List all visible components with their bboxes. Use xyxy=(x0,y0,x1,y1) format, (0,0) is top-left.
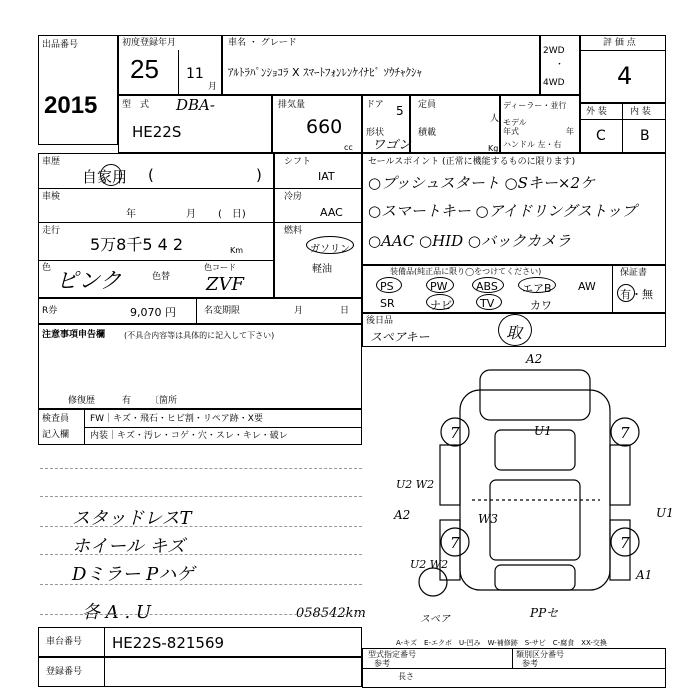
mark-u1-right: U1 xyxy=(656,506,674,520)
dealer-label: ディーラー・並行 xyxy=(503,101,567,110)
class-label: 類別区分番号 xyxy=(516,650,564,659)
r-divider xyxy=(196,298,197,324)
fw-row: FW｜キズ・飛石・ヒビ割・リペア跡・X要 xyxy=(90,414,263,424)
inspector-mid xyxy=(84,427,362,428)
km-unit: Km xyxy=(230,246,244,255)
equip-aw: AW xyxy=(578,280,596,293)
rear-seat-label: 後日品 xyxy=(366,316,394,326)
reg-divider-2 xyxy=(104,657,105,687)
tv-circle xyxy=(476,294,502,310)
lot-number: 2015 xyxy=(44,92,98,119)
inspection-month: 月 xyxy=(186,209,196,220)
mark-a2-top: A2 xyxy=(526,352,543,366)
r-ticket-row xyxy=(38,298,362,324)
hw-line-2: ホイール キズ xyxy=(72,536,186,557)
vehicle-name: ｱﾙﾄﾗﾊﾟﾝｼｮｺﾗ X ｽﾏｰﾄﾌｫﾝﾚﾝｹｲﾅﾋﾞ ｿｳﾁｬｸｼｬ xyxy=(228,66,423,79)
color-value: ピンク xyxy=(56,269,122,294)
tire-mark-4: 7 xyxy=(620,534,630,552)
sales-line-2: ○スマートキー ○アイドリングストップ xyxy=(368,202,637,220)
mark-u2w2-left-1: U2 W2 xyxy=(396,478,435,491)
hw-mileage-note: 058542km xyxy=(296,606,366,621)
r-label: R券 xyxy=(42,306,58,316)
rear-seat-value: スペアキー xyxy=(370,330,430,344)
warranty-label: 保証書 xyxy=(620,268,648,278)
model-label: モデル xyxy=(503,118,527,127)
score-label: 評 価 点 xyxy=(603,38,636,48)
inspector-label: 検査員 xyxy=(42,414,70,424)
drive-2wd: 2WD xyxy=(543,46,565,56)
history-value: 自家用 xyxy=(82,168,128,186)
shift-value: IAT xyxy=(318,170,335,183)
lot-box xyxy=(38,35,118,145)
period-month: 月 xyxy=(294,306,304,316)
lot-label: 出品番号 xyxy=(42,40,79,50)
mark-a2-left: A2 xyxy=(394,508,411,522)
type-label: 型 式 xyxy=(122,100,150,110)
warranty-value: 有・無 xyxy=(620,288,653,301)
reg-divider xyxy=(178,50,179,95)
history-label: 車歴 xyxy=(42,157,61,167)
spec-line xyxy=(362,668,666,669)
reg-year: 25 xyxy=(130,54,159,84)
model-spec-ref: 参考 xyxy=(374,659,390,668)
equip-navi: ナビ xyxy=(430,299,452,312)
hw-rule-4 xyxy=(40,554,362,555)
mark-w3: W3 xyxy=(478,512,498,526)
fuel-circle xyxy=(306,236,354,254)
airb-circle xyxy=(518,277,556,293)
hw-line-3: Dミラー Pハゲ xyxy=(72,564,195,585)
model-spec-label: 型式指定番号 xyxy=(368,650,416,659)
fuel-label: 燃料 xyxy=(284,226,303,236)
color-label: 色 xyxy=(42,263,52,273)
year-unit: 年 xyxy=(566,127,574,136)
drive-4wd: 4WD xyxy=(543,78,565,88)
shift-line1 xyxy=(274,188,362,189)
kg-unit: Kg xyxy=(488,144,499,153)
exterior-grade: C xyxy=(596,128,606,144)
vehicle-name-label: 車名 ・ グレード xyxy=(228,38,297,48)
color-code: ZVF xyxy=(206,274,244,295)
repair-value: 有 xyxy=(122,396,132,406)
cc-unit: cc xyxy=(344,143,353,152)
chassis-number: HE22S-821569 xyxy=(112,634,225,652)
equip-pw: PW xyxy=(430,280,448,293)
mark-spare: スペア xyxy=(420,614,450,625)
score-value: 4 xyxy=(617,62,633,90)
damage-legend: A-キズ E-エクボ U-凹み W-補修跡 S-サビ C-腐食 XX-交換 xyxy=(396,639,607,647)
grade-line xyxy=(580,119,666,120)
displacement-label: 排気量 xyxy=(278,100,306,110)
score-line xyxy=(580,50,666,51)
notes-sub: (不具合内容等は具体的に記入して下さい) xyxy=(124,331,275,340)
equip-abs: ABS xyxy=(476,280,498,293)
person-unit: 人 xyxy=(490,114,500,124)
period-day: 日 xyxy=(340,306,350,316)
first-reg-label: 初度登録年月 xyxy=(122,38,177,48)
equip-sr: SR xyxy=(380,297,395,310)
history-paren-close: ) xyxy=(256,166,262,184)
grade-divider xyxy=(622,103,623,153)
inspection-day: ( 日) xyxy=(218,209,246,220)
mileage-value: 5万8千5 4 2 xyxy=(90,235,184,254)
equip-airb: エアB xyxy=(522,282,552,295)
int-row: 内装｜キズ・汚レ・コゲ・穴・スレ・キレ・破レ xyxy=(90,431,288,441)
fuel-value: ガソリン xyxy=(310,244,350,255)
repair-place: 〔箇所 xyxy=(150,396,178,406)
displacement-value: 660 xyxy=(306,116,343,138)
history-line2 xyxy=(38,222,274,223)
history-circle xyxy=(100,164,122,186)
chassis-label: 車台番号 xyxy=(46,637,83,647)
tire-mark-3: 7 xyxy=(450,534,460,552)
history-paren-open: ( xyxy=(148,166,154,184)
mileage-label: 走行 xyxy=(42,226,61,236)
sales-points-label: セールスポイント (正常に機能するものに限ります) xyxy=(368,157,576,167)
hw-rule-2 xyxy=(40,496,362,497)
sales-line-3: ○AAC ○HID ○バックカメラ xyxy=(368,232,571,250)
hw-rule-5 xyxy=(40,584,362,585)
ac-label: 冷房 xyxy=(284,192,303,202)
notes-label: 注意事項申告欄 xyxy=(42,330,106,340)
diesel-value: 軽油 xyxy=(312,264,332,275)
reg-number-label: 登録番号 xyxy=(46,667,83,677)
length-label: 長さ xyxy=(398,672,414,681)
spec-divider xyxy=(512,648,513,668)
shift-label: シフト xyxy=(284,157,312,167)
doors-value: 5 xyxy=(396,104,404,118)
shift-line2 xyxy=(274,222,362,223)
chassis-divider xyxy=(104,627,105,657)
equip-ps: PS xyxy=(380,280,394,293)
reg-month: 11 xyxy=(186,66,204,82)
hw-rule-1 xyxy=(40,468,362,469)
equip-tv: TV xyxy=(480,297,495,310)
interior-grade: B xyxy=(640,128,650,144)
year-label: 年式 xyxy=(503,127,519,136)
pw-circle xyxy=(426,277,454,293)
capacity-label: 定員 xyxy=(418,100,437,110)
navi-circle xyxy=(426,294,454,310)
abs-circle xyxy=(472,277,504,293)
history-line3 xyxy=(38,260,274,261)
shape-value: ワゴン xyxy=(372,138,412,153)
sales-line-1: ○プッシュスタート ○Sキー×2ケ xyxy=(368,174,595,192)
hw-rule-3 xyxy=(40,526,362,527)
interior-label: 内 装 xyxy=(630,107,651,117)
warranty-circle xyxy=(617,284,635,302)
hw-rule-6 xyxy=(40,614,362,615)
class-ref: 参考 xyxy=(522,659,538,668)
hw-line-4: 各 A . U xyxy=(82,602,152,623)
inspection-year: 年 xyxy=(126,209,136,220)
ac-value: AAC xyxy=(320,206,343,219)
mark-ppse: PPセ xyxy=(530,606,559,620)
r-amount: 9,070 円 xyxy=(130,306,176,319)
inspection-label: 車検 xyxy=(42,192,61,202)
removed-mark: 取 xyxy=(506,323,523,342)
handle-label: ハンドル 左・右 xyxy=(503,140,562,149)
color-change-label: 色替 xyxy=(152,272,171,282)
color-code-label: 色コード xyxy=(204,263,236,272)
type-prefix: DBA- xyxy=(176,96,215,114)
load-label: 積載 xyxy=(418,128,437,138)
model-code: HE22S xyxy=(132,123,182,141)
equip-leather: カワ xyxy=(530,299,552,312)
equipment-label: 装備品(純正品に限り◯をつけてください) xyxy=(390,267,542,276)
history-line1 xyxy=(38,188,274,189)
reg-number-box xyxy=(38,657,362,687)
repair-label: 修復歴 xyxy=(68,396,96,406)
car-diagram xyxy=(400,350,670,620)
hw-line-1: スタッドレスT xyxy=(72,508,192,529)
tire-mark-2: 7 xyxy=(620,424,630,442)
removed-circle xyxy=(498,314,532,346)
change-period-label: 名変期限 xyxy=(204,306,241,316)
tire-mark-1: 7 xyxy=(450,424,460,442)
ps-circle xyxy=(376,277,402,293)
equip-divider xyxy=(612,265,613,313)
drive-dot: ・ xyxy=(555,60,565,70)
doors-label: ドア xyxy=(366,100,384,110)
mark-a1: A1 xyxy=(636,568,653,582)
mark-u2w2-left-2: U2 W2 xyxy=(410,558,449,571)
entry-label: 記入欄 xyxy=(42,430,70,440)
mark-u1-top: U1 xyxy=(534,424,552,438)
shape-label: 形状 xyxy=(366,128,385,138)
exterior-label: 外 装 xyxy=(586,107,607,117)
month-unit: 月 xyxy=(208,82,218,92)
